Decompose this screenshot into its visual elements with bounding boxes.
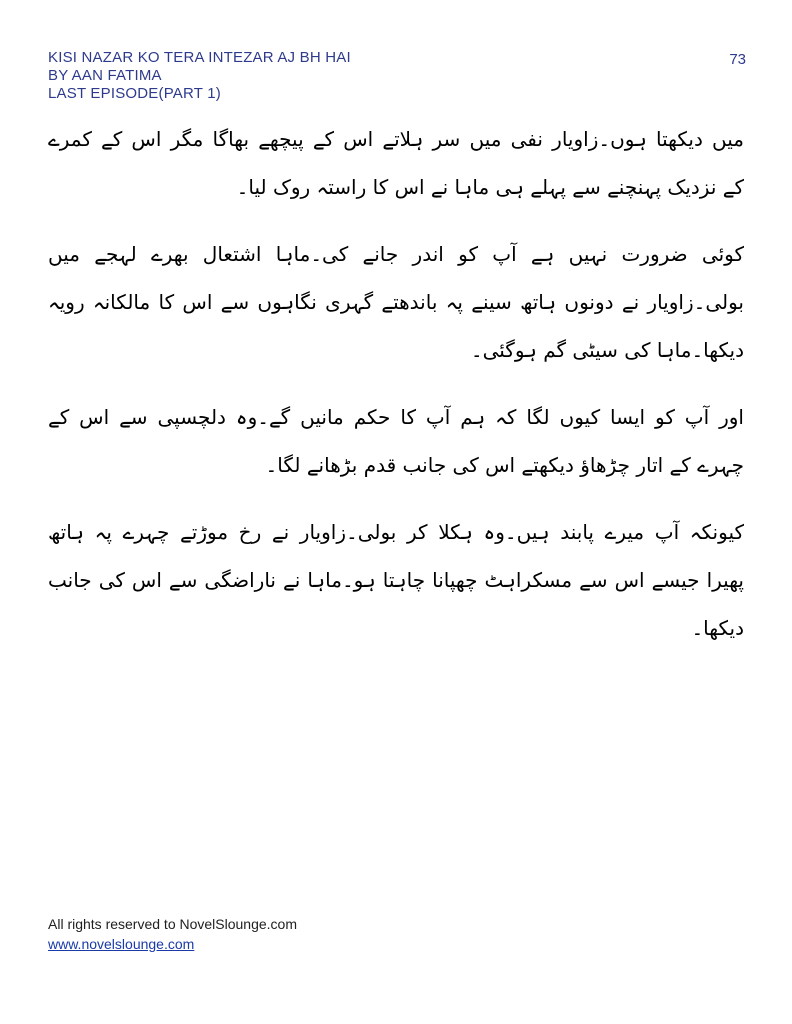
- document-header: [48, 49, 351, 103]
- text-line: اور آپ کو ایسا کیوں لگا کہ ہم آپ کا حکم مانیں گے۔وہ دلچسپی سے اس کے: [48, 405, 744, 429]
- novel-title: KISI NAZAR KO TERA INTEZAR AJ BH HAI: [48, 49, 351, 66]
- text-line: دیکھا۔: [691, 616, 744, 640]
- text-line: چہرے کے اتار چڑھاؤ دیکھتے اس کی جانب قدم بڑھانے لگا۔: [265, 453, 744, 477]
- text-line: کوئی ضرورت نہیں ہے آپ کو اندر جانے کی۔ماہا اشتعال بھرے لہجے میں: [48, 242, 744, 266]
- text-line: میں دیکھتا ہوں۔زاویار نفی میں سر ہلاتے اس کے پیچھے بھاگا مگر اس کے کمرے: [48, 127, 744, 151]
- paragraph: [48, 230, 744, 374]
- paragraph: [48, 393, 744, 489]
- text-line: کے نزدیک پہنچنے سے پہلے ہی ماہا نے اس کا راستہ روک لیا۔: [236, 175, 744, 199]
- text-line: پھیرا جیسے اس سے مسکراہٹ چھپانا چاہتا ہو۔ماہا نے ناراضگی سے اس کی جانب: [48, 568, 744, 592]
- website-link[interactable]: www.novelslounge.com: [48, 936, 195, 952]
- paragraph: [48, 115, 744, 211]
- document-footer: [48, 914, 297, 954]
- episode-label: LAST EPISODE(PART 1): [48, 85, 221, 102]
- page-number: 73: [729, 51, 746, 68]
- text-line: دیکھا۔ماہا کی سیٹی گم ہوگئی۔: [470, 338, 744, 362]
- author-name: BY AAN FATIMA: [48, 67, 162, 84]
- text-line: کیونکہ آپ میرے پابند ہیں۔وہ ہکلا کر بولی۔زاویار نے رخ موڑتے چہرے پہ ہاتھ: [48, 520, 744, 544]
- rights-notice: All rights reserved to NovelSlounge.com: [48, 916, 298, 932]
- story-body: [48, 115, 744, 652]
- text-line: بولی۔زاویار نے دونوں ہاتھ سینے پہ باندھتے گہری نگاہوں سے اس کا مالکانہ رویہ: [48, 290, 744, 314]
- paragraph: [48, 508, 744, 652]
